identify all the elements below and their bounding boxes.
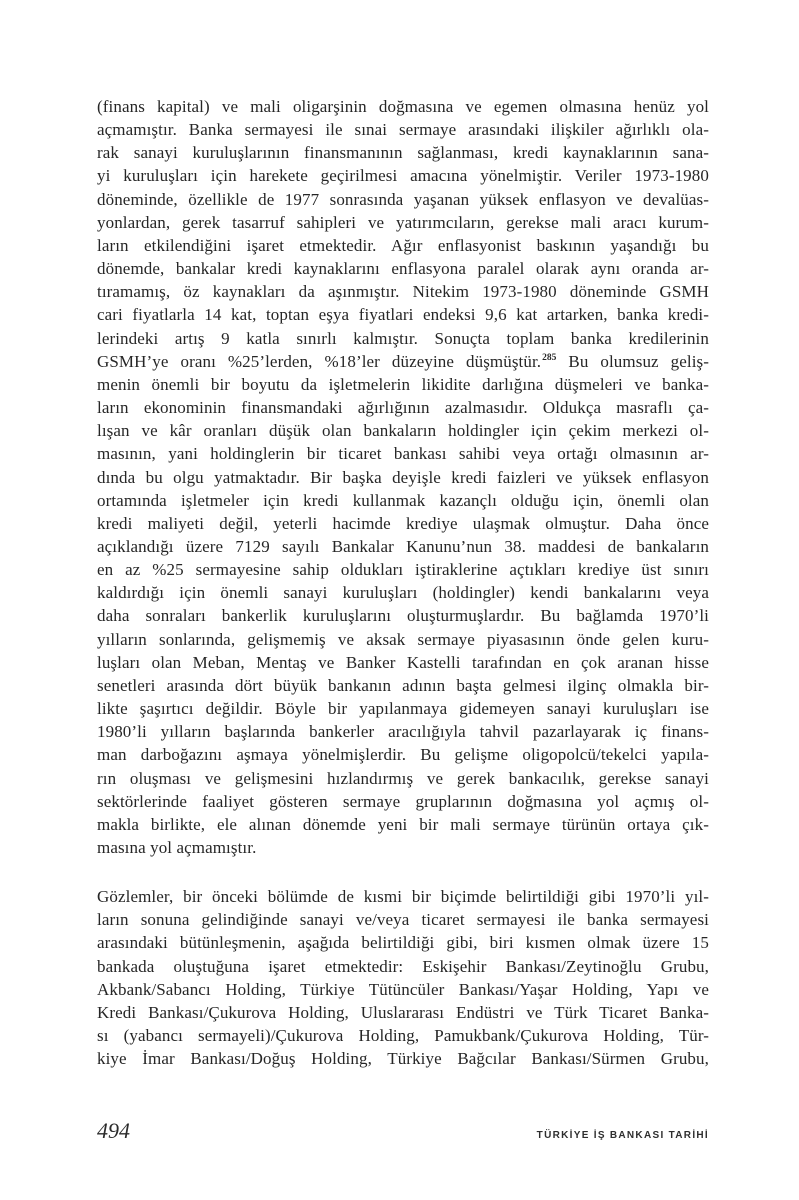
text-line: açıklandığı üzere 7129 sayılı Bankalar Kanunu’nun 38. maddesi de bankaların [97, 536, 709, 556]
text-line: açmamıştır. Banka sermayesi ile sınai sermaye arasındaki ilişkiler ağırlıklı ola- [97, 120, 709, 140]
text-line: 1980’li yılların başlarında bankerler aracılığıyla tahvil pazarlayarak iç finans- [97, 722, 709, 742]
text-line: man darboğazını aşmaya yönelmişlerdir. Bu gelişme oligopolcü/tekelci yapıla- [97, 745, 709, 765]
text-line: senetleri arasında dört büyük bankanın adının başta gelmesi ilginç olmakla bir- [97, 675, 709, 695]
text-line: ların sonuna gelindiğinde sanayi ve/veya ticaret sermayesi ile banka sermayesi [97, 910, 709, 930]
text-line: makla birlikte, ele alınan dönemde yeni bir mali sermaye türünün ortaya çık- [97, 814, 709, 834]
text-line: sektörlerinde faaliyet gösteren sermaye gruplarının doğmasına yol açmış ol- [97, 791, 709, 811]
text-line: arasındaki bütünleşmenin, aşağıda belirtildiği gibi, biri kısmen olmak üzere 15 [97, 933, 709, 953]
text-line: dönemde, bankalar kredi kaynaklarını enflasyona paralel olarak aynı oranda ar- [97, 259, 709, 279]
text-line: masına yol açmamıştır. [97, 838, 257, 857]
text-line: kiye İmar Bankası/Doğuş Holding, Türkiye Bağcılar Bankası/Sürmen Grubu, [97, 1049, 709, 1069]
text-line: yonlardan, gerek tasarruf sahipleri ve yatırımcıların, gerekse mali aracı kurum- [97, 212, 709, 232]
text-segment: GSMH’ye oranı %25’lerden, %18’ler düzeyine düşmüştür. [97, 351, 542, 371]
text-line: en az %25 sermayesine sahip oldukları iştiraklerine açtıkları krediye üst sınırı [97, 560, 709, 580]
text-line: Gözlemler, bir önceki bölümde de kısmi bir biçimde belirtildiği gibi 1970’li yıl- [97, 887, 709, 907]
paragraph-1 [97, 95, 709, 859]
text-line: rak sanayi kuruluşlarının finansmanının sağlanması, kredi kaynaklarının sana- [97, 143, 709, 163]
text-line: masının, yani holdinglerin bir ticaret bankası sahibi veya ortağı olmasının ar- [97, 444, 709, 464]
text-line: yılların sonlarında, gelişmemiş ve aksak sermaye piyasasının önde gelen kuru- [97, 629, 709, 649]
text-line: bankada oluştuğuna işaret etmektedir: Eskişehir Bankası/Zeytinoğlu Grubu, [97, 956, 709, 976]
paragraph-2 [97, 885, 709, 1070]
text-line: luşları olan Meban, Mentaş ve Banker Kastelli tarafından en çok aranan hisse [97, 652, 709, 672]
text-line: sı (yabancı sermayeli)/Çukurova Holding, Pamukbank/Çukurova Holding, Tür- [97, 1026, 709, 1046]
page-footer [97, 1118, 709, 1144]
text-line: kaldırdığı için önemli sanayi kuruluşları (holdingler) kendi bankalarını veya [97, 583, 709, 603]
text-line: ortamında işletmeler için kredi kullanmak kazançlı olduğu için, önemli olan [97, 490, 709, 510]
text-line: Kredi Bankası/Çukurova Holding, Uluslararası Endüstri ve Türk Ticaret Banka- [97, 1002, 709, 1022]
text-line: ların etkilendiğini işaret etmektedir. Ağır enflasyonist baskının yaşandığı bu [97, 235, 709, 255]
text-line: yi kuruluşları için harekete geçirilmesi amacına yönelmiştir. Veriler 1973-1980 [97, 166, 709, 186]
page-number: 494 [97, 1118, 130, 1143]
text-segment: Bu olumsuz geliş- [556, 351, 710, 371]
text-line: rın oluşması ve gelişmesini hızlandırmış ve gerek bankacılık, gerekse sanayi [97, 768, 709, 788]
text-line: lerindeki artış 9 katla sınırlı kalmıştır. Sonuçta toplam banka kredilerinin [97, 328, 709, 348]
text-line: menin önemli bir boyutu da işletmelerin likidite darlığına düşmeleri ve banka- [97, 374, 709, 394]
text-line: kredi maliyeti değil, yeterli hacimde krediye ulaşmak olmuştur. Daha önce [97, 513, 709, 533]
text-line [97, 350, 709, 373]
running-title: TÜRKİYE İŞ BANKASI TARİHİ [536, 1130, 709, 1141]
text-line: döneminde, özellikle de 1977 sonrasında yaşanan yüksek enflasyon ve devalüas- [97, 189, 709, 209]
page-body-text [97, 95, 709, 1070]
text-line: cari fiyatlarla 14 kat, toptan eşya fiyatlari endeksi 9,6 kat artarken, banka kredi- [97, 305, 709, 325]
text-line: lışan ve kâr oranları düşük olan bankaların holdingler için çekim merkezi ol- [97, 421, 709, 441]
text-line: dında bu olgu yatmaktadır. Bir başka deyişle kredi faizleri ve yüksek enflasyon [97, 467, 709, 487]
text-line: (finans kapital) ve mali oligarşinin doğmasına ve egemen olmasına henüz yol [97, 97, 709, 116]
text-line: likte şaşırtıcı değildir. Böyle bir yapılanmaya gidemeyen sanayi kuruluşları ise [97, 699, 709, 719]
footnote-ref: 285 [542, 353, 557, 364]
text-line: Akbank/Sabancı Holding, Türkiye Tütüncüler Bankası/Yaşar Holding, Yapı ve [97, 979, 709, 999]
text-line: daha sonraları bankerlik kuruluşlarını oluşturmuşlardır. Bu bağlamda 1970’li [97, 606, 709, 626]
text-line: ların ekonominin finansmandaki ağırlığının azalmasıdır. Oldukça masraflı ça- [97, 398, 709, 418]
text-line: tıramamış, öz kaynakları da aşınmıştır. Nitekim 1973-1980 döneminde GSMH [97, 282, 709, 302]
